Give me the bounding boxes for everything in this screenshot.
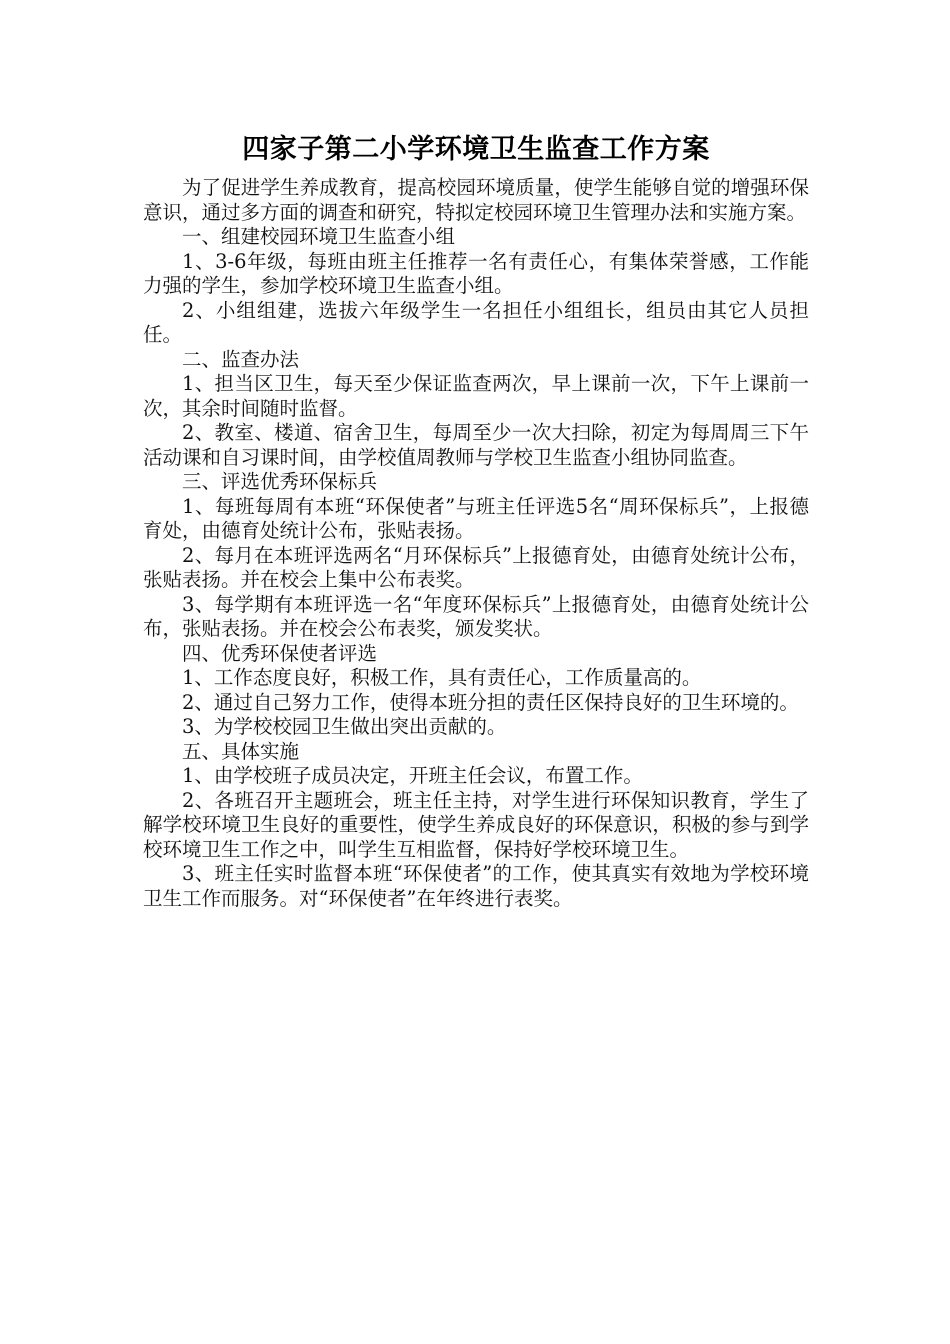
section-3-item-3: 3、每学期有本班评选一名“年度环保标兵”上报德育处，由德育处统计公布，张贴表扬。并在校会公布表奖，颁发奖状。 — [143, 592, 809, 640]
section-5-item-3: 3、班主任实时监督本班“环保使者”的工作，使其真实有效地为学校环境卫生工作而服务。对“环保使者”在年终进行表奖。 — [143, 862, 809, 910]
section-4-item-3: 3、为学校校园卫生做出突出贡献的。 — [182, 715, 507, 738]
intro-paragraph: 为了促进学生养成教育，提高校园环境质量，使学生能够自觉的增强环保意识，通过多方面的调查和研究，特拟定校园环境卫生管理办法和实施方案。 — [143, 176, 809, 224]
section-2-item-1: 1、担当区卫生，每天至少保证监查两次，早上课前一次，下午上课前一次，其余时间随时监督。 — [143, 372, 809, 420]
section-1-item-1: 1、3-6年级，每班由班主任推荐一名有责任心，有集体荣誉感，工作能力强的学生，参加学校环境卫生监查小组。 — [143, 249, 809, 297]
section-2-item-2: 2、教室、楼道、宿舍卫生，每周至少一次大扫除，初定为每周周三下午活动课和自习课时间，由学校值周教师与学校卫生监查小组协同监查。 — [143, 421, 809, 469]
section-1-item-2: 2、小组组建，选拔六年级学生一名担任小组组长，组员由其它人员担任。 — [143, 298, 809, 346]
section-3-item-2: 2、每月在本班评选两名“月环保标兵”上报德育处，由德育处统计公布，张贴表扬。并在校会上集中公布表奖。 — [143, 543, 809, 591]
section-4-item-1: 1、工作态度良好，积极工作，具有责任心，工作质量高的。 — [182, 666, 702, 689]
section-heading-4: 四、优秀环保使者评选 — [182, 641, 378, 665]
section-heading-3: 三、评选优秀环保标兵 — [182, 470, 378, 493]
section-heading-5: 五、具体实施 — [182, 739, 300, 763]
section-4-item-2: 2、通过自己努力工作，使得本班分担的责任区保持良好的卫生环境的。 — [182, 690, 799, 714]
section-heading-2: 二、监查办法 — [182, 347, 300, 371]
section-5-item-2: 2、各班召开主题班会，班主任主持，对学生进行环保知识教育，学生了解学校环境卫生良好的重要性，使学生养成良好的环保意识，积极的参与到学校环境卫生工作之中，叫学生互相监督，保持好学校环境卫生。 — [143, 788, 809, 861]
section-3-item-1: 1、每班每周有本班“环保使者”与班主任评选5名“周环保标兵”，上报德育处，由德育处统计公布，张贴表扬。 — [143, 494, 809, 542]
document-body — [143, 128, 809, 911]
section-5-item-1: 1、由学校班子成员决定，开班主任会议，布置工作。 — [182, 764, 643, 787]
document-title: 四家子第二小学环境卫生监查工作方案 — [242, 134, 710, 165]
section-heading-1: 一、组建校园环境卫生监查小组 — [182, 225, 456, 248]
